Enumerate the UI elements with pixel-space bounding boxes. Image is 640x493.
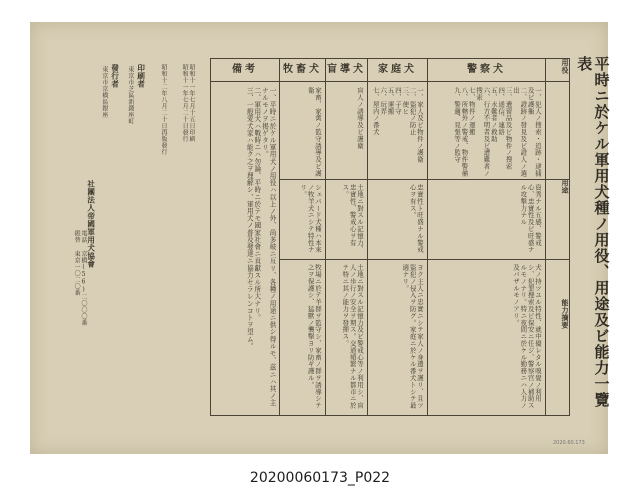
home-ability: ヨク主人ニ忠實ニシテ家人ノ身邊ヲ護リ、且ツ盜犯ノ侵入ヲ防グ。家庭ニ於ケル番犬トシテ最適ナリ。 bbox=[401, 264, 424, 409]
column-rule bbox=[325, 59, 326, 415]
blind-ability: 土地ニ對スル記憶力及ビ警戒心等ノ利用シ、盲人ノ歩行ノ安全ヲ期ス。交通頻繁ナル都市ニ於テ特ニ其ノ能力ヲ發揮ス。 bbox=[341, 264, 364, 409]
publisher-address: 東京市京橋區銀座 bbox=[100, 66, 108, 118]
header-police-dog: 警察犬 bbox=[427, 59, 545, 81]
police-use: 資秀ナル五感、警戒心、忠實性及ビ旺盛ナル攻撃力ナル bbox=[519, 184, 542, 253]
herding-ability: 牧場ニ於テ羊群ヲ監守シ、家畜ノ群ヲ誘導シテ之ヲ保護シ、猛獸ノ襲撃ヨリ防ギ護ル。 bbox=[306, 264, 322, 409]
printer-address: 東京市芝區新錢座町 bbox=[126, 66, 134, 125]
publisher-name: 社團法人帝國軍用犬協會 bbox=[86, 180, 96, 268]
row-rule bbox=[279, 259, 569, 260]
column-rule bbox=[427, 59, 428, 415]
row-label-use: 用途 bbox=[561, 179, 570, 194]
header-remarks: 備考 bbox=[232, 64, 258, 75]
herding-service: 家畜、家禽ノ監守誘導及ビ護衛 bbox=[306, 87, 322, 177]
column-rule bbox=[367, 59, 368, 415]
police-service: 一、犯人ノ搜索・追跡・逮捕及ビ護衞 二、證跡ノ發見及ビ證人ノ選出 三、遺留品及ビ物件ノ搜索 四、通信、連絡 五、水難者ノ救助 六、行方不明者及ビ遭難者ノ搜索 七、物件ノ運搬 八、所轄外ノ警戒、物件警備 九、警邏、見張等ノ監守 bbox=[453, 87, 542, 177]
archive-stamp: 2020.60.173 bbox=[553, 440, 585, 446]
row-label-ability: 能力摘要 bbox=[561, 299, 570, 329]
document-sheet bbox=[30, 22, 611, 454]
row-rule bbox=[279, 179, 569, 180]
herding-use: シェパード犬種ハ本來ノ牧羊犬ニシテ特性ナリ。 bbox=[299, 184, 322, 253]
remarks-text: 一、平時ニ於ケル軍用犬ノ用役ハ以上ノ外、尚多岐ニ亙リ、各種ノ用途ニ供シ得ルモ、茲ニハ其ノ主ナルモノヲ掲ゲタリ。 二、軍用犬ハ戰時ニハ勿論、平時ニ於テモ國家社會ニ貢獻スル所大ナリ。 三、一般愛犬家ハ能ク之ヲ理解シ、軍用犬ノ普及發達ニ協力セラレンコトヲ望ム。 bbox=[245, 87, 276, 407]
reprint-date: 昭和十二年八月二十日再版發行 bbox=[160, 64, 167, 155]
table-header-row bbox=[211, 59, 569, 82]
capability-table bbox=[210, 58, 570, 416]
header-blind-guide-dog: 盲導犬 bbox=[325, 59, 367, 81]
row-label-service: 用役 bbox=[561, 59, 570, 74]
blind-service: 盲人ノ誘導及ビ護衛 bbox=[356, 87, 364, 150]
publication-info bbox=[70, 60, 196, 412]
print-dates: 昭和十一年七月十五日印刷 昭和十一年七月二十日發行 bbox=[181, 64, 195, 142]
home-service: 一、家人及ビ物件ノ護衛 二、盜犯ノ防止 三、使ヒ 四、子守 五、運搬 六、玩弄 七、屋内ノ番犬 bbox=[371, 87, 424, 163]
police-ability: 犬ノ持ツユル特性、就中優レタル嗅覺ノ利用シ、犯罪捜索及ビ保安ニ任ジ、警察官ノ補助スルモノナリ。特ニ夜間ニ於ケル勤務ニハ人力ノ及バザルモノアリ。 bbox=[511, 264, 542, 409]
archive-caption: 20200060173_P022 bbox=[249, 470, 391, 486]
header-home-dog: 家庭犬 bbox=[367, 59, 427, 81]
home-use: 忠實性ト旺盛ナル警戒心ヲ有ス。 bbox=[408, 184, 424, 253]
blind-use: 土地ニ對スル記憶力、忠實性、警戒心ヲ有ス。 bbox=[341, 184, 364, 253]
printer-label: 印刷者 bbox=[136, 64, 146, 88]
document-title: 平時ニ於ケル軍用犬種ノ用役、用途及ビ能力一覽表 bbox=[575, 56, 611, 408]
publisher-label: 發行者 bbox=[110, 64, 120, 88]
column-rule bbox=[279, 59, 280, 415]
header-herding-dog: 牧畜犬 bbox=[279, 59, 325, 81]
publisher-phone: 電話 京橋(56)二〇〇〇番 振替 東京一〇二〇番 bbox=[73, 230, 87, 326]
